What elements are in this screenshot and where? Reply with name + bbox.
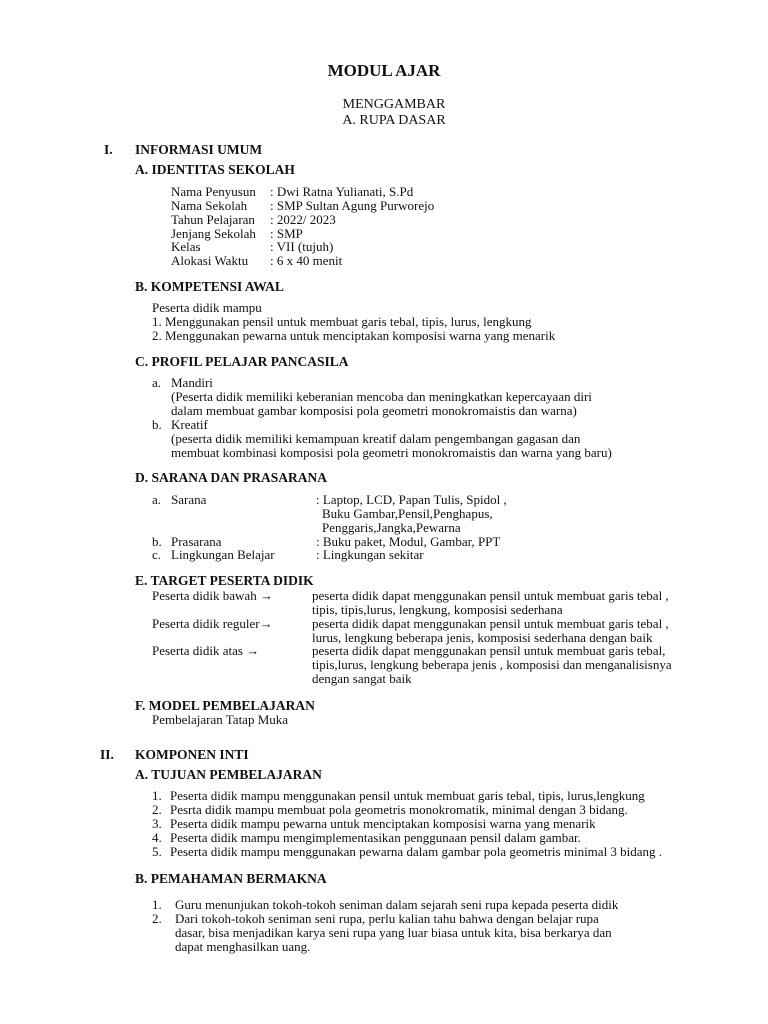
pemahaman-heading: B. PEMAHAMAN BERMAKNA — [135, 871, 327, 886]
identitas-value: : 6 x 40 menit — [270, 253, 343, 268]
tujuan-item: Peserta didik mampu menggunakan pewarna dalam gambar pola geometris minimal 3 bidang . — [170, 844, 663, 859]
identitas-value: : SMP Sultan Agung Purworejo — [270, 198, 435, 213]
pemahaman-number: 1. — [152, 897, 162, 912]
target-desc-line: tipis, tipis,lurus, lengkung, komposisi sederhana — [312, 602, 563, 617]
target-desc-line: peserta didik dapat menggunakan pensil untuk membuat garis tebal , — [312, 588, 669, 603]
tujuan-number: 4. — [152, 830, 162, 845]
sarana-label: Prasarana — [171, 534, 222, 549]
tujuan-heading: A. TUJUAN PEMBELAJARAN — [135, 767, 322, 782]
section-2-number: II. — [100, 747, 114, 762]
identitas-label: Kelas — [171, 239, 201, 254]
sarana-letter: c. — [152, 547, 162, 562]
sarana-value: : Lingkungan sekitar — [316, 547, 424, 562]
pemahaman-number: 2. — [152, 911, 162, 926]
target-heading: E. TARGET PESERTA DIDIK — [135, 573, 314, 588]
sarana-letter: a. — [152, 492, 162, 507]
target-desc-line: tipis,lurus, lengkung beberapa jenis , komposisi dan menganalisisnya — [312, 657, 672, 672]
tujuan-item: Pesrta didik mampu membuat pola geometris monokromatik, minimal dengan 3 bidang. — [170, 802, 628, 817]
section-1-number: I. — [104, 142, 113, 157]
kompetensi-heading: B. KOMPETENSI AWAL — [135, 279, 284, 294]
profil-desc-line: (Peserta didik memiliki keberanian mencoba dan meningkatkan kepercayaan diri — [171, 389, 592, 404]
sarana-value: Penggaris,Jangka,Pewarna — [322, 520, 461, 535]
profil-desc-line: dalam membuat gambar komposisi pola geometri monokromaistis dan warna) — [171, 403, 577, 418]
sarana-heading: D. SARANA DAN PRASARANA — [135, 470, 328, 485]
model-heading: F. MODEL PEMBELAJARAN — [135, 698, 315, 713]
target-desc-line: dengan sangat baik — [312, 671, 412, 686]
profil-desc-line: membuat kombinasi komposisi pola geometri monokromaistis dan warna yang baru) — [171, 445, 612, 460]
identitas-value: : 2022/ 2023 — [270, 212, 336, 227]
sarana-label: Sarana — [171, 492, 207, 507]
profil-name: Kreatif — [171, 417, 208, 432]
kompetensi-intro: Peserta didik mampu — [152, 300, 262, 315]
kompetensi-item: 2. Menggunakan pewarna untuk menciptakan komposisi warna yang menarik — [152, 328, 556, 343]
identitas-label: Nama Penyusun — [171, 184, 256, 199]
profil-name: Mandiri — [171, 375, 213, 390]
sarana-label: Lingkungan Belajar — [171, 547, 275, 562]
pemahaman-item-line: Dari tokoh-tokoh seniman seni rupa, perlu kalian tahu bahwa dengan belajar rupa — [175, 911, 599, 926]
target-label: Peserta didik bawah → — [152, 588, 273, 603]
tujuan-number: 1. — [152, 788, 162, 803]
section-2-title: KOMPONEN INTI — [135, 747, 249, 762]
profil-heading: C. PROFIL PELAJAR PANCASILA — [135, 354, 349, 369]
sarana-letter: b. — [152, 534, 162, 549]
kompetensi-item: 1. Menggunakan pensil untuk membuat garis tebal, tipis, lurus, lengkung — [152, 314, 532, 329]
pemahaman-item-line: dasar, bisa menjadikan karya seni rupa yang luar biasa untuk kita, bisa berkarya dan — [175, 925, 612, 940]
identitas-label: Tahun Pelajaran — [171, 212, 255, 227]
target-desc-line: peserta didik dapat menggunakan pensil untuk membuat garis tebal , — [312, 616, 669, 631]
target-desc-line: peserta didik dapat menggunakan pensil untuk membuat garis tebal, — [312, 643, 666, 658]
pemahaman-item: Guru menunjukan tokoh-tokoh seniman dalam sejarah seni rupa kepada peserta didik — [175, 897, 619, 912]
identitas-value: : Dwi Ratna Yulianati, S.Pd — [270, 184, 414, 199]
tujuan-item: Peserta didik mampu menggunakan pensil untuk membuat garis tebal, tipis, lurus,lengkung — [170, 788, 645, 803]
tujuan-number: 3. — [152, 816, 162, 831]
tujuan-number: 5. — [152, 844, 162, 859]
sarana-value: : Buku paket, Modul, Gambar, PPT — [316, 534, 501, 549]
profil-desc-line: (peserta didik memiliki kemampuan kreatif dalam pengembangan gagasan dan — [171, 431, 581, 446]
identitas-heading: A. IDENTITAS SEKOLAH — [135, 162, 295, 177]
target-label: Peserta didik atas → — [152, 643, 260, 658]
identitas-label: Nama Sekolah — [171, 198, 248, 213]
identitas-value: : VII (tujuh) — [270, 239, 334, 254]
pemahaman-item-line: dapat menghasilkan uang. — [175, 939, 311, 954]
subject-title: MENGGAMBAR — [342, 97, 446, 112]
document-title: MODUL AJAR — [327, 61, 441, 80]
sarana-value: Buku Gambar,Pensil,Penghapus, — [322, 506, 493, 521]
profil-letter: b. — [152, 417, 162, 432]
sarana-value: : Laptop, LCD, Papan Tulis, Spidol , — [316, 492, 507, 507]
subject-subtitle: A. RUPA DASAR — [342, 113, 446, 128]
target-desc-line: lurus, lengkung beberapa jenis, komposisi sederhana dengan baik — [312, 630, 653, 645]
profil-letter: a. — [152, 375, 162, 390]
tujuan-number: 2. — [152, 802, 162, 817]
tujuan-item: Peserta didik mampu pewarna untuk menciptakan komposisi warna yang menarik — [170, 816, 596, 831]
section-1-title: INFORMASI UMUM — [135, 142, 263, 157]
identitas-value: : SMP — [270, 226, 303, 241]
tujuan-item: Peserta didik mampu mengimplementasikan penggunaan pensil dalam gambar. — [170, 830, 581, 845]
identitas-label: Alokasi Waktu — [171, 253, 249, 268]
identitas-label: Jenjang Sekolah — [171, 226, 256, 241]
target-label: Peserta didik reguler→ — [152, 616, 273, 631]
model-text: Pembelajaran Tatap Muka — [152, 712, 289, 727]
